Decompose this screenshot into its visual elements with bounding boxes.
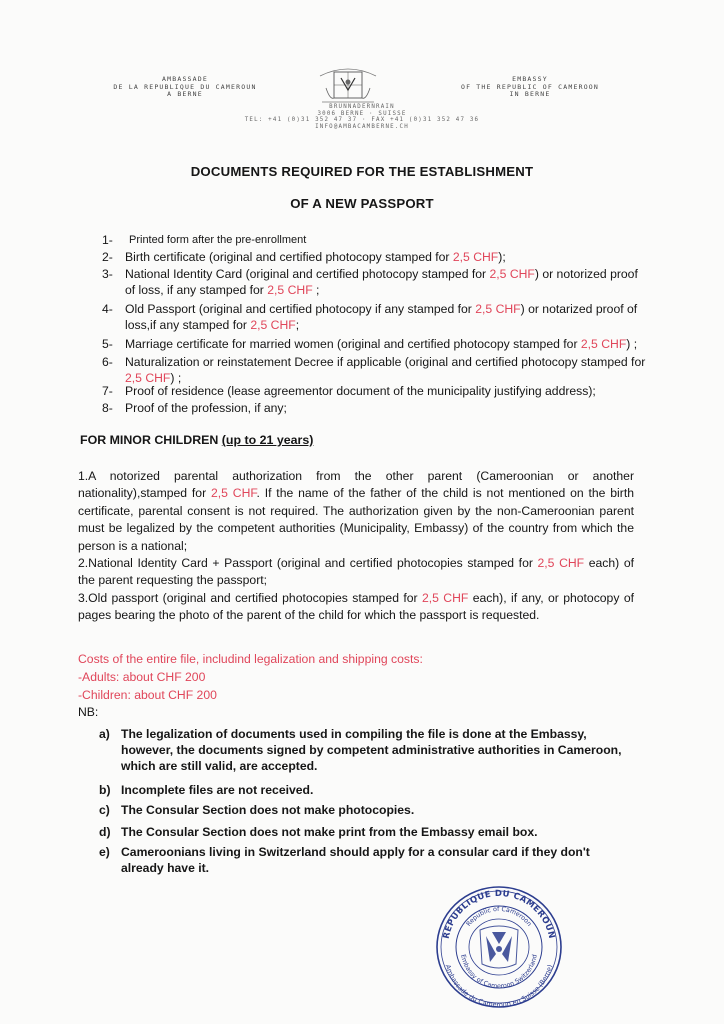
nb-item-text: The Consular Section does not make photocopies. bbox=[121, 803, 415, 817]
text-segment: 1.A notorized parental authorization from the other parent (Cameroonian or another nationality),stamped for bbox=[78, 469, 634, 501]
svg-text:Ambassade du Cameroun en Suiss: Ambassade du Cameroun en Suisse (Berne) bbox=[443, 963, 555, 1010]
requirement-text bbox=[125, 267, 638, 298]
nb-item-text: The Consular Section does not make print from the Embassy email box. bbox=[121, 825, 538, 839]
requirement-text bbox=[125, 337, 638, 353]
nb-list bbox=[99, 726, 634, 886]
text-segment: ) ; bbox=[170, 370, 182, 385]
nb-item-label: b) bbox=[99, 783, 111, 797]
requirement-line bbox=[125, 355, 646, 371]
text-segment: ; bbox=[312, 282, 320, 297]
text-segment: Printed form after the pre-enrollment bbox=[129, 234, 307, 246]
text-segment: 2.National Identity Card + Passport (original and certified photocopies stamped for bbox=[78, 556, 538, 571]
price-text: 2,5 CHF bbox=[250, 317, 296, 332]
requirement-text bbox=[125, 355, 646, 386]
requirement-number: 5- bbox=[102, 337, 113, 351]
requirement-number: 4- bbox=[102, 302, 113, 316]
requirement-number: 3- bbox=[102, 267, 113, 281]
text-segment: each), if any, or photocopy of pages bearing the photo of the parent of the child for which the passport is requested. bbox=[78, 590, 634, 623]
document-title-line1: DOCUMENTS REQUIRED FOR THE ESTABLISHMENT bbox=[190, 164, 534, 179]
text-segment: Birth certificate (original and certified photocopy stamped for bbox=[125, 250, 453, 264]
text-segment: ; bbox=[295, 317, 300, 332]
text-segment: Marriage certificate for married women (original and certified photocopy stamped for bbox=[125, 337, 581, 351]
nb-item-text: Incomplete files are not received. bbox=[121, 783, 314, 797]
text-segment: each) of the parent requesting the passport; bbox=[78, 556, 634, 588]
requirement-line bbox=[125, 250, 630, 266]
requirement-line bbox=[125, 302, 638, 318]
document-title-line2: OF A NEW PASSPORT bbox=[290, 196, 434, 211]
text-segment: Old Passport (original and certified photocopy if any stamped for bbox=[125, 302, 476, 316]
text-segment: of loss, if any stamped for bbox=[125, 282, 268, 297]
requirement-text bbox=[125, 401, 630, 417]
text-segment: ) or notorized proof bbox=[534, 267, 638, 281]
minor-paragraph bbox=[78, 468, 634, 555]
requirement-line bbox=[125, 401, 630, 417]
text-segment: loss,if any stamped for bbox=[125, 317, 251, 332]
price-text: 2,5 CHF bbox=[267, 282, 313, 297]
minor-paragraph bbox=[78, 555, 634, 590]
price-text: 2,5 CHF bbox=[210, 486, 257, 501]
embassy-stamp bbox=[430, 882, 568, 1012]
text-segment: Naturalization or reinstatement Decree if applicable (original and certified photocopy stamped for bbox=[125, 355, 646, 369]
requirement-number: 6- bbox=[102, 355, 113, 369]
price-text: 2,5 CHF bbox=[125, 370, 171, 385]
requirement-line bbox=[125, 267, 638, 283]
price-text: 2,5 CHF bbox=[537, 556, 585, 571]
nb-item-label: a) bbox=[99, 727, 110, 741]
price-text: 2,5 CHF bbox=[580, 337, 627, 351]
text-segment: Proof of residence (lease agreementor document of the municipality justifying address); bbox=[125, 384, 596, 398]
requirement-text bbox=[125, 302, 638, 333]
price-text: 2,5 CHF bbox=[475, 302, 521, 316]
requirement-line bbox=[125, 384, 630, 400]
header-address: BRUNNADERNRAIN 3006 BERNE · SUISSE TEL: +41 (0)31 352 47 37 · FAX +41 (0)31 352 47 36 INFO@AMBACAMBERNE.CH bbox=[244, 104, 480, 130]
costs-intro: Costs of the entire file, includind legalization and shipping costs: bbox=[78, 652, 423, 666]
requirement-line bbox=[125, 337, 638, 353]
coat-of-arms-logo bbox=[312, 58, 384, 106]
text-segment: . If the name of the father of the child is not mentioned on the birth certificate, parental consent is not required. The authorization given by the non-Cameroonian parent must be legalized by the competent authorities (Municipality, Embassy) of the country from which the person is a national; bbox=[78, 486, 634, 553]
text-segment: ); bbox=[498, 250, 506, 264]
minor-paragraph bbox=[78, 590, 634, 625]
requirement-line bbox=[125, 318, 630, 334]
price-text: 2,5 CHF bbox=[421, 590, 469, 605]
requirement-text bbox=[129, 233, 634, 249]
nb-item-text: Cameroonians living in Switzerland should apply for a consular card if they don't already have it. bbox=[121, 845, 590, 875]
price-text: 2,5 CHF bbox=[489, 267, 535, 281]
nb-item-label: d) bbox=[99, 825, 111, 839]
header-left: AMBASSADE DE LA REPUBLIQUE DU CAMEROUN A BERNE bbox=[113, 75, 257, 98]
nb-item-text: The legalization of documents used in compiling the file is done at the Embassy, however, the documents signed by competent administrative authorities in Cameroon, which are still valid, are accepted. bbox=[121, 727, 622, 773]
minor-children-paragraphs bbox=[78, 468, 634, 625]
costs-adults: -Adults: about CHF 200 bbox=[78, 670, 206, 684]
requirement-line bbox=[129, 233, 634, 249]
nb-item-label: e) bbox=[99, 845, 110, 859]
requirement-number: 7- bbox=[102, 384, 113, 398]
text-segment: National Identity Card (original and certified photocopy stamped for bbox=[125, 267, 490, 281]
nb-label: NB: bbox=[78, 705, 99, 719]
svg-text:Republic of Cameroon: Republic of Cameroon bbox=[465, 905, 533, 928]
svg-text:REPUBLIQUE DU CAMEROUN: REPUBLIQUE DU CAMEROUN bbox=[441, 888, 557, 940]
requirement-number: 1- bbox=[102, 233, 113, 247]
requirement-text bbox=[125, 250, 630, 266]
text-segment: ) ; bbox=[626, 337, 638, 351]
requirement-text bbox=[125, 384, 630, 400]
costs-children: -Children: about CHF 200 bbox=[78, 688, 217, 702]
requirements-list bbox=[102, 233, 646, 423]
minor-children-heading: FOR MINOR CHILDREN (up to 21 years) bbox=[80, 433, 314, 447]
requirement-line bbox=[125, 283, 630, 299]
text-segment: Proof of the profession, if any; bbox=[125, 401, 287, 415]
price-text: 2,5 CHF bbox=[452, 250, 499, 264]
requirement-number: 2- bbox=[102, 250, 113, 264]
requirement-number: 8- bbox=[102, 401, 113, 415]
svg-text:Embassy of Cameroon Switzerlan: Embassy of Cameroon Switzerland bbox=[459, 953, 539, 991]
text-segment: 3.Old passport (original and certified photocopies stamped for bbox=[78, 590, 422, 605]
text-segment: ) or notarized proof of bbox=[520, 302, 638, 316]
header-right: EMBASSY OF THE REPUBLIC OF CAMEROON IN BERNE bbox=[460, 75, 600, 98]
nb-item-label: c) bbox=[99, 803, 110, 817]
